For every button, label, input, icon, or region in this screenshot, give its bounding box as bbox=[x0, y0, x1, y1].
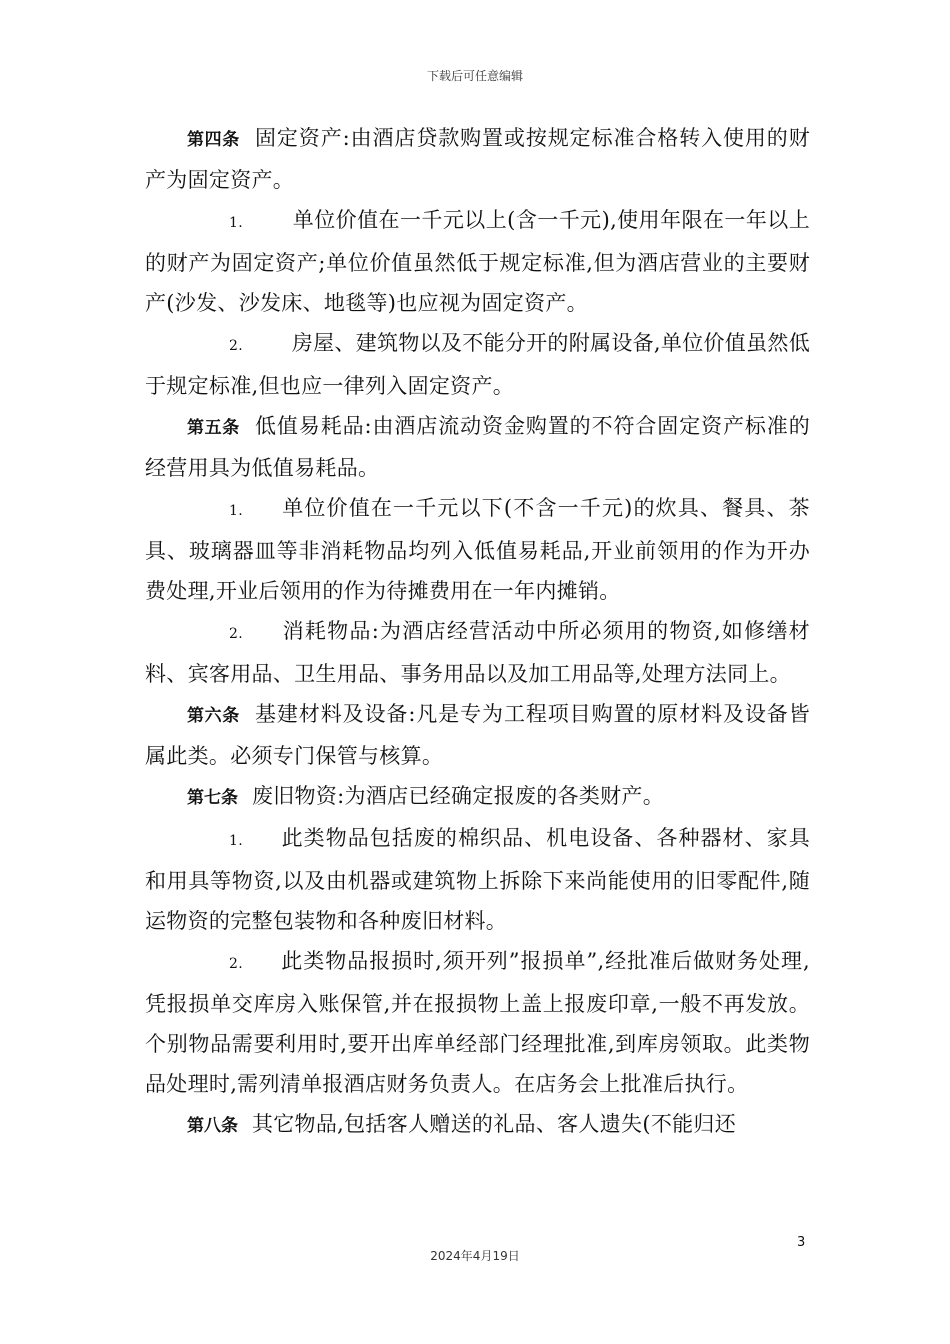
article-text: 固定资产:由酒店贷款购置或按规定标准合格转入使用的财产为固定资产。 bbox=[145, 126, 811, 192]
list-item bbox=[145, 941, 810, 1104]
item-text: 此类物品包括废的棉织品、机电设备、各种器材、家具和用具等物资,以及由机器或建筑物上拆除下来尚能使用的旧零配件,随运物资的完整包装物和各种废旧材料。 bbox=[145, 826, 810, 933]
page-number: 3 bbox=[797, 1235, 806, 1250]
list-item bbox=[145, 200, 810, 323]
article-label: 第六条 bbox=[187, 706, 240, 726]
article-paragraph bbox=[145, 118, 810, 200]
item-text: 单位价值在一千元以下(不含一千元)的炊具、餐具、茶具、玻璃器皿等非消耗物品均列入低值易耗品,开业前领用的作为开办费处理,开业后领用的作为待摊费用在一年内摊销。 bbox=[145, 496, 810, 603]
list-item bbox=[145, 323, 810, 406]
article-text: 低值易耗品:由酒店流动资金购置的不符合固定资产标准的经营用具为低值易耗品。 bbox=[145, 414, 811, 480]
article-label: 第四条 bbox=[187, 130, 240, 150]
article-label: 第八条 bbox=[187, 1116, 238, 1136]
list-item bbox=[145, 488, 810, 611]
item-text: 消耗物品:为酒店经营活动中所必须用的物资,如修缮材料、宾客用品、卫生用品、事务用品以及加工用品等,处理方法同上。 bbox=[145, 619, 810, 686]
article-paragraph bbox=[145, 406, 810, 488]
item-number: 2. bbox=[229, 956, 243, 972]
page-header: 下载后可任意编辑 bbox=[426, 69, 523, 83]
item-number: 2. bbox=[229, 626, 243, 642]
item-text: 此类物品报损时,须开列”报损单”,经批准后做财务处理,凭报损单交库房入账保管,并在报损物上盖上报废印章,一般不再发放。个别物品需要利用时,要开出库单经部门经理批准,到库房领取。此类物品处理时,需列清单报酒店财务负责人。在店务会上批准后执行。 bbox=[145, 949, 810, 1096]
article-text: 废旧物资:为酒店已经确定报废的各类财产。 bbox=[251, 784, 665, 808]
article-label: 第七条 bbox=[187, 788, 238, 808]
item-text: 房屋、建筑物以及不能分开的附属设备,单位价值虽然低于规定标准,但也应一律列入固定资产。 bbox=[145, 331, 810, 398]
page-footer-date: 2024年4月19日 bbox=[430, 1249, 520, 1263]
document-body bbox=[145, 118, 810, 1146]
article-text: 基建材料及设备:凡是专为工程项目购置的原材料及设备皆属此类。必须专门保管与核算。 bbox=[145, 702, 811, 768]
list-item bbox=[145, 611, 810, 694]
item-text: 单位价值在一千元以上(含一千元),使用年限在一年以上的财产为固定资产;单位价值虽然低于规定标准,但为酒店营业的主要财产(沙发、沙发床、地毯等)也应视为固定资产。 bbox=[145, 208, 811, 315]
item-number: 2. bbox=[229, 338, 243, 354]
article-text: 其它物品,包括客人赠送的礼品、客人遗失(不能归还 bbox=[251, 1112, 737, 1136]
article-paragraph bbox=[145, 694, 810, 776]
article-paragraph bbox=[145, 776, 810, 818]
article-label: 第五条 bbox=[187, 418, 240, 438]
item-number: 1. bbox=[229, 833, 243, 849]
list-item bbox=[145, 818, 810, 941]
item-number: 1. bbox=[229, 503, 243, 519]
item-number: 1. bbox=[229, 215, 243, 231]
article-paragraph bbox=[145, 1104, 810, 1146]
